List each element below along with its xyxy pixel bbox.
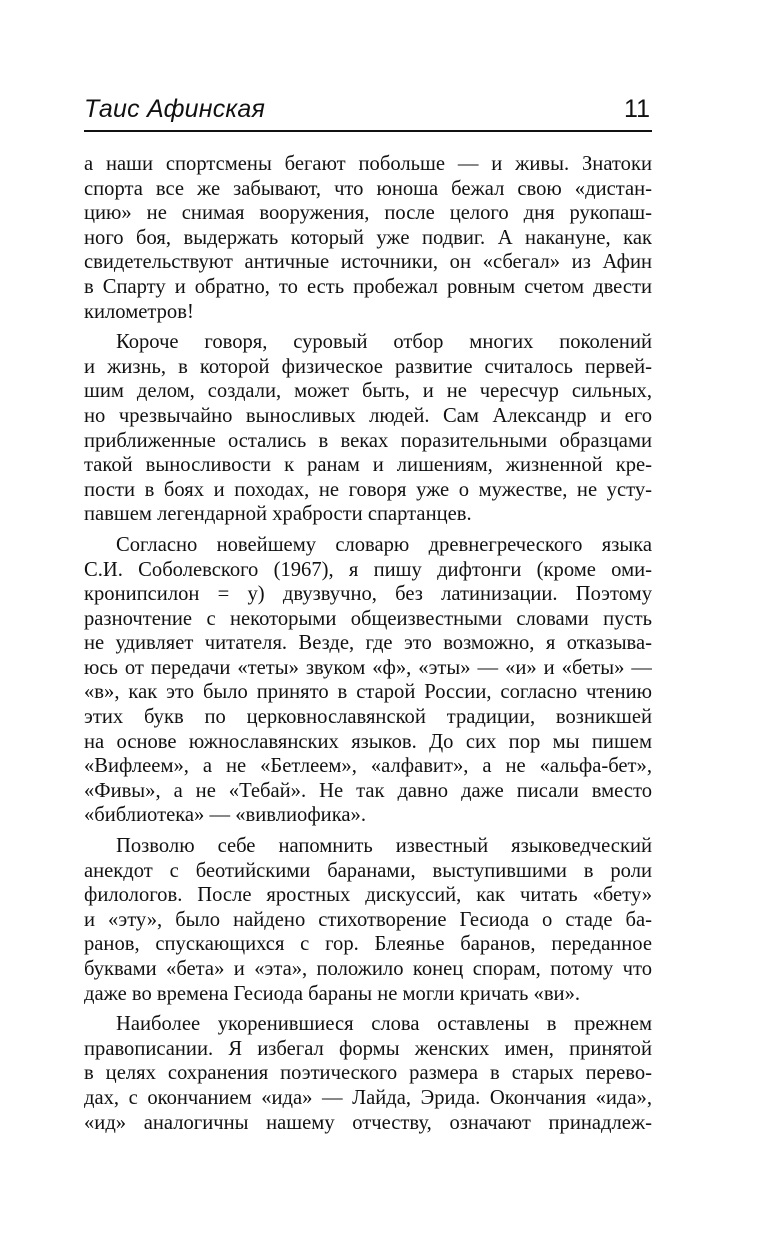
text-line: дах, с окончанием «ида» — Лайда, Эрида. Окончания «ида», xyxy=(84,1086,652,1109)
text-line: Позволю себе напомнить известный языковедческий xyxy=(116,835,652,858)
text-line: но чрезвычайно выносливых людей. Сам Александр и его xyxy=(84,404,652,427)
text-line: правописании. Я избегал формы женских имен, принятой xyxy=(84,1037,652,1060)
text-line: «Фивы», а не «Тебай». Не так давно даже писали вместо xyxy=(84,779,652,802)
text-line: этих букв по церковнославянской традиции, возникшей xyxy=(84,706,652,729)
running-title: Таис Афинская xyxy=(84,95,266,123)
text-line: цию» не снимая вооружения, после целого дня рукопаш- xyxy=(84,202,652,225)
text-line: разночтение с некоторыми общеизвестными словами пусть xyxy=(84,607,652,630)
text-line: филологов. После яростных дискуссий, как читать «бету» xyxy=(84,884,652,907)
text-line: Наиболее укоренившиеся слова оставлены в прежнем xyxy=(116,1013,652,1036)
text-line: и жизнь, в которой физическое развитие считалось первей- xyxy=(84,355,652,378)
text-line: павшем легендарной храбрости спартанцев. xyxy=(84,503,472,526)
text-line: а наши спортсмены бегают побольше — и живы. Знатоки xyxy=(84,153,652,175)
text-line: на основе южнославянских языков. До сих пор мы пишем xyxy=(84,730,652,753)
text-line: даже во времена Гесиода бараны не могли кричать «ви». xyxy=(84,982,581,1005)
paragraph xyxy=(84,834,652,1006)
text-line: анекдот с беотийскими баранами, выступившими в роли xyxy=(84,859,652,882)
body-text xyxy=(84,152,652,1141)
paragraph xyxy=(84,330,652,527)
paragraph xyxy=(84,152,652,324)
paragraph xyxy=(84,533,652,828)
text-line: буквами «бета» и «эта», положило конец спорам, потому что xyxy=(84,958,652,980)
text-line: и «эту», было найдено стихотворение Гесиода о стаде ба- xyxy=(84,908,652,931)
text-line: Короче говоря, суровый отбор многих поколений xyxy=(116,331,652,354)
text-line: пости в боях и походах, не говоря уже о мужестве, не усту- xyxy=(84,478,652,501)
text-line: Согласно новейшему словарю древнегреческого языка xyxy=(116,533,652,556)
paragraph xyxy=(84,1012,652,1135)
text-line: в Спарту и обратно, то есть пробежал ровным счетом двести xyxy=(84,275,652,298)
text-line: ного боя, выдержать который уже подвиг. А накануне, как xyxy=(84,226,652,249)
text-line: «библиотека» — «вивлиофика». xyxy=(84,804,366,827)
text-line: «Вифлеем», а не «Бетлеем», «алфавит», а не «альфа-бет», xyxy=(84,755,652,778)
text-line: не удивляет читателя. Везде, где это возможно, я отказыва- xyxy=(84,632,652,655)
text-line: «в», как это было принято в старой России, согласно чтению xyxy=(84,681,652,704)
text-line: спорта все же забывают, что юноша бежал свою «дистан- xyxy=(84,177,652,200)
text-line: в целях сохранения поэтического размера в старых перево- xyxy=(84,1062,652,1085)
text-line: километров! xyxy=(84,300,194,323)
text-line: такой выносливости к ранам и лишениям, жизненной кре- xyxy=(84,454,652,477)
text-line: кронипсилон = у) двузвучно, без латинизации. Поэтому xyxy=(84,583,652,606)
page-number: 11 xyxy=(624,95,650,123)
text-line: С.И. Соболевского (1967), я пишу дифтонги (кроме оми- xyxy=(84,558,652,581)
text-line: шим делом, создали, может быть, и не чересчур сильных, xyxy=(84,380,652,403)
text-line: юсь от передачи «теты» звуком «ф», «эты» — «и» и «беты» — xyxy=(84,656,652,679)
text-line: ранов, спускающихся с гор. Блеянье баранов, переданное xyxy=(84,933,652,956)
text-line: свидетельствуют античные источники, он «сбегал» из Афин xyxy=(84,251,652,274)
text-line: «ид» аналогичны нашему отчеству, означают принадлеж- xyxy=(84,1111,652,1134)
running-header xyxy=(84,96,652,132)
text-line: приближенные остались в веках поразительными образцами xyxy=(84,429,652,452)
